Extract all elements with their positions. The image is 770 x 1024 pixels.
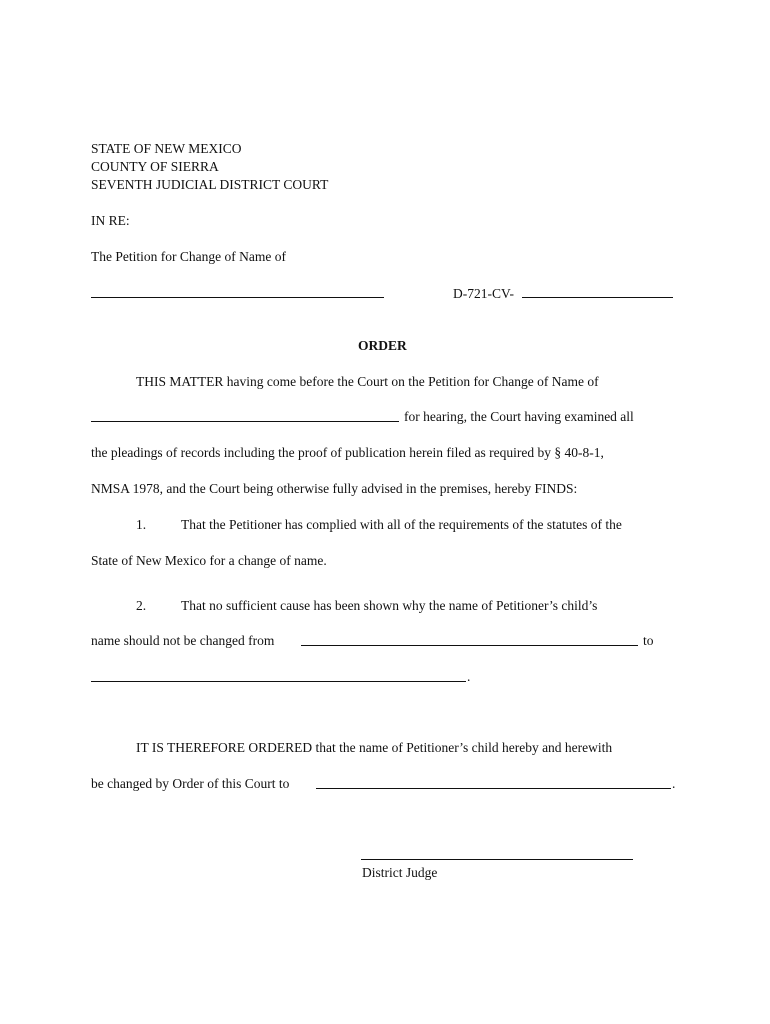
matter-paragraph-line-2: for hearing, the Court having examined all <box>404 409 634 424</box>
ordered-name-blank[interactable] <box>316 788 671 789</box>
hearing-name-blank[interactable] <box>91 421 399 422</box>
finding-2-period: . <box>467 669 471 684</box>
finding-2-line-1: That no sufficient cause has been shown why the name of Petitioner’s child’s <box>181 598 598 613</box>
judge-signature-line[interactable] <box>361 859 633 860</box>
ordered-line-2: be changed by Order of this Court to <box>91 776 290 791</box>
in-re-label: IN RE: <box>91 213 130 228</box>
case-number-prefix: D-721-CV- <box>453 286 515 301</box>
new-name-blank[interactable] <box>91 681 466 682</box>
matter-paragraph-line-4: NMSA 1978, and the Court being otherwise fully advised in the premises, hereby FINDS: <box>91 481 578 496</box>
petitioner-name-blank[interactable] <box>91 297 384 298</box>
state-heading: STATE OF NEW MEXICO <box>91 141 242 156</box>
finding-1-line-2: State of New Mexico for a change of name. <box>91 553 327 568</box>
page-title: ORDER <box>358 338 407 353</box>
case-number-blank[interactable] <box>522 297 673 298</box>
current-name-blank[interactable] <box>301 645 638 646</box>
finding-2-line-2: name should not be changed from <box>91 633 275 648</box>
petition-line: The Petition for Change of Name of <box>91 249 286 264</box>
matter-paragraph-line-3: the pleadings of records including the proof of publication herein filed as required by § 40-8-1, <box>91 445 604 460</box>
district-judge-label: District Judge <box>362 865 438 880</box>
court-heading: SEVENTH JUDICIAL DISTRICT COURT <box>91 177 329 192</box>
finding-2-number: 2. <box>136 598 147 613</box>
finding-1-number: 1. <box>136 517 147 532</box>
ordered-period: . <box>672 776 676 791</box>
ordered-line-1: IT IS THEREFORE ORDERED that the name of Petitioner’s child hereby and herewith <box>136 740 613 755</box>
matter-paragraph-line-1: THIS MATTER having come before the Court on the Petition for Change of Name of <box>136 374 599 389</box>
finding-1-line-1: That the Petitioner has complied with all of the requirements of the statutes of the <box>181 517 622 532</box>
county-heading: COUNTY OF SIERRA <box>91 159 219 174</box>
finding-2-to: to <box>643 633 654 648</box>
